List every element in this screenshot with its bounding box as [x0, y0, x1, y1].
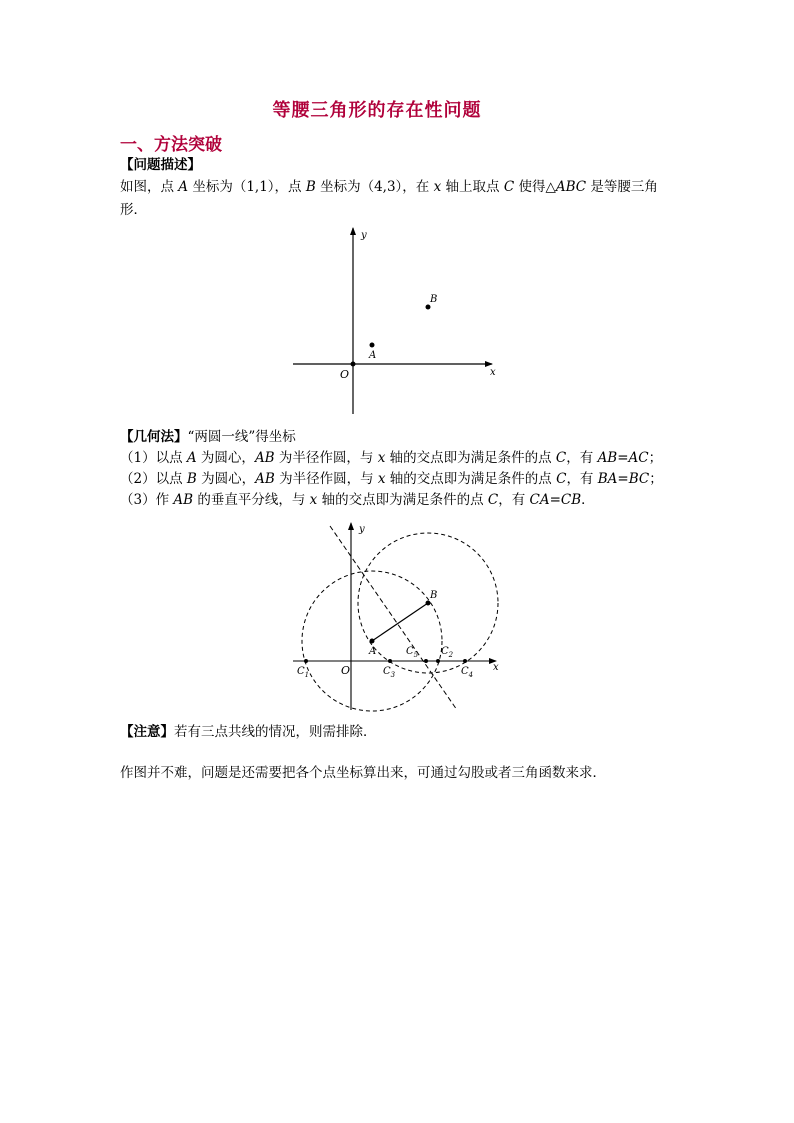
figure-1-coordinate-plane — [285, 222, 505, 422]
method-item-3: （3）作 AB 的垂直平分线，与 x 轴的交点即为满足条件的点 C，有 CA=CB． — [120, 492, 595, 508]
point-a — [370, 639, 375, 644]
problem-text-line-2: 形． — [120, 202, 147, 218]
point-c1 — [304, 659, 308, 663]
x-axis-label: x — [493, 662, 499, 673]
method-item-2: （2）以点 B 为圆心，AB 为半径作圆，与 x 轴的交点即为满足条件的点 C，有 BA=BC； — [120, 471, 663, 487]
note-line: 【注意】若有三点共线的情况，则需排除． — [120, 724, 377, 740]
point-b-label: B — [430, 590, 438, 601]
page-title: 等腰三角形的存在性问题 — [272, 100, 482, 121]
point-b-label: B — [430, 294, 438, 305]
origin-label: O — [341, 664, 351, 677]
c5-label: $C_5$ — [406, 646, 419, 659]
c3-label: $C_3$ — [383, 666, 396, 679]
method-heading-line: 【几何法】“两圆一线”得坐标 — [120, 429, 296, 445]
method-item-1: （1）以点 A 为圆心，AB 为半径作圆，与 x 轴的交点即为满足条件的点 C，有 AB=AC； — [120, 450, 663, 466]
point-c3 — [388, 659, 392, 663]
x-axis-label: x — [490, 367, 496, 378]
problem-text-line-1: 如图，点 A 坐标为（1,1），点 B 坐标为（4,3），在 x 轴上取点 C 使得△ABC 是等腰三角 — [120, 179, 658, 195]
c1-label: $C_1$ — [297, 666, 310, 679]
point-a-label: A — [369, 350, 377, 361]
c4-label: $C_4$ — [461, 666, 474, 679]
segment-ab — [372, 603, 428, 641]
origin-point — [351, 362, 356, 367]
point-c2 — [436, 659, 440, 663]
figure-2-two-circles-one-line — [285, 518, 510, 718]
section-heading: 一、方法突破 — [120, 135, 222, 155]
c2-label: $C_2$ — [441, 646, 454, 659]
point-b — [426, 601, 431, 606]
y-axis-label: y — [359, 524, 365, 535]
y-axis-label: y — [361, 230, 367, 241]
conclusion-line: 作图并不难，问题是还需要把各个点坐标算出来，可通过勾股或者三角函数来求． — [120, 765, 606, 781]
point-c5 — [424, 659, 428, 663]
point-a-label: A — [369, 646, 377, 657]
problem-heading: 【问题描述】 — [120, 157, 201, 173]
origin-label: O — [340, 368, 350, 381]
point-b — [426, 305, 431, 310]
point-c4 — [463, 659, 467, 663]
point-a — [370, 343, 375, 348]
